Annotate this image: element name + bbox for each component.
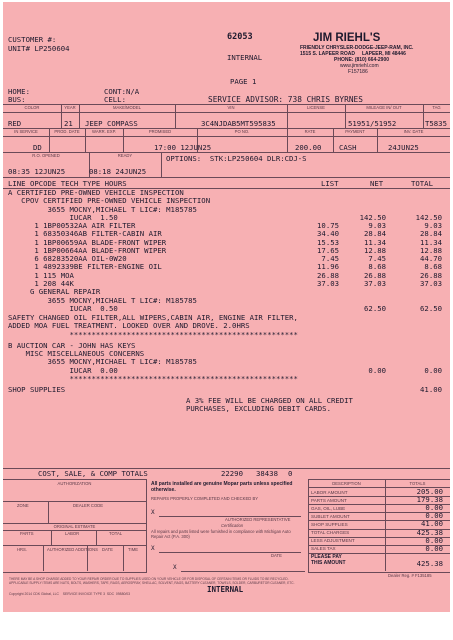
line-item-total: 26.88	[420, 270, 442, 280]
line-item-list: 34.40	[317, 229, 339, 239]
totals-row-label: LABOR AMOUNT	[311, 489, 348, 495]
totals-row-label: LESS ADJUSTMENT	[311, 538, 355, 544]
divider	[175, 104, 176, 128]
vehicle-color: RED	[8, 119, 22, 128]
divider	[333, 128, 334, 152]
divider	[123, 128, 124, 152]
description-label: DESCRIPTION	[332, 481, 361, 486]
color-label: COLOR	[24, 105, 40, 110]
totals-row-value: 41.00	[421, 519, 443, 529]
vehicle-mileage: 51951/51952	[348, 119, 397, 128]
line-item-text: 3655 MOCNY,MICHAEL T LIC#: M185785	[8, 295, 197, 305]
divider	[3, 136, 450, 137]
totals-row-label: SUBLET AMOUNT	[311, 513, 350, 519]
line-item-net: 142.50	[359, 212, 386, 222]
line-item-net: 37.03	[364, 278, 386, 288]
make-model-label: MAKE/MODEL	[113, 105, 141, 110]
line-item-list: 10.75	[317, 221, 339, 231]
line-item-list: 26.88	[317, 270, 339, 280]
dealer-name: JIM RIEHL'S	[313, 32, 381, 44]
line-item-list: 17.65	[317, 245, 339, 255]
totals-row-label: SALES TAX	[311, 546, 336, 552]
in-service-value: DD	[33, 143, 42, 152]
line-item-text: 3655 MOCNY,MICHAEL T LIC#: M185785	[8, 357, 197, 367]
totals-row-value: 179.38	[416, 495, 443, 505]
authorization-label: AUTHORIZATION	[57, 481, 92, 486]
ro-number: 62053	[227, 32, 253, 42]
ready-value: 08:18 24JUN25	[89, 167, 147, 176]
column-header-total: TOTAL	[411, 179, 433, 188]
totals-row-value: 0.00	[425, 543, 443, 553]
authorized-representative-label: AUTHORIZED REPRESENTATIVE	[225, 517, 291, 522]
ready-label: READY	[117, 153, 133, 158]
options-line: OPTIONS: STK:LP250604 DLR:CDJ-S	[166, 154, 307, 163]
line-item-total: 8.68	[424, 262, 442, 272]
divider	[48, 501, 49, 523]
totals-row-label: SHOP SUPPLIES	[311, 521, 348, 527]
divider	[287, 128, 288, 152]
line-item-text: MISC MISCELLANEOUS CONCERNS	[8, 349, 145, 359]
line-item-total: 11.34	[420, 237, 442, 247]
prod-date-label: PROD. DATE	[54, 129, 80, 134]
dealer-code-label: DEALER CODE	[73, 503, 104, 508]
divider	[3, 545, 146, 546]
line-item-net: 8.68	[368, 262, 386, 272]
this-amount-label: THIS AMOUNT	[311, 560, 346, 566]
po-number-label: PO NO.	[234, 129, 250, 134]
divider	[345, 104, 346, 128]
promised-label: PROMISED	[148, 129, 172, 134]
payment-label: PAYMENT	[345, 129, 365, 134]
shop-supplies-total: 41.00	[420, 385, 442, 394]
signature-x-1: X	[151, 509, 155, 516]
line-item-list: 37.03	[317, 278, 339, 288]
line-item-text: IUCAR 1.50	[8, 212, 118, 222]
divider	[49, 128, 50, 152]
vehicle-model: JEEP COMPASS	[85, 119, 138, 128]
promised-value: 17:00 12JUN25	[154, 143, 212, 152]
please-pay-value: 425.38	[416, 559, 443, 568]
divider	[377, 128, 378, 152]
vin-label: VIN	[227, 105, 235, 110]
dealer-address: 1515 S. LAPEER ROAD LAPEER, MI 48446	[300, 51, 406, 57]
line-item-net: 7.45	[368, 254, 386, 264]
line-item-list: 15.53	[317, 237, 339, 247]
divider	[3, 112, 450, 113]
line-item-text: 1 68350346AB FILTER-CABIN AIR	[8, 229, 162, 239]
ro-opened-label: R.O. OPENED	[32, 153, 60, 158]
line-item-text: 1 1BP00659AA BLADE-FRONT WIPER	[8, 237, 167, 247]
divider	[161, 152, 162, 177]
totals-row-label: GAS, OIL, LUBE	[311, 505, 346, 511]
invoice-date-value: 24JUN25	[388, 143, 419, 152]
line-item-text: 3655 MOCNY,MICHAEL T LIC#: M185785	[8, 204, 197, 214]
date-label: DATE	[102, 547, 113, 552]
divider	[61, 104, 62, 128]
line-item-list: 7.45	[321, 254, 339, 264]
original-estimate-label: ORIGINAL ESTIMATE	[53, 524, 96, 529]
hrs-label: HRS.	[17, 547, 28, 552]
line-item-text: 1 4892339BE FILTER-ENGINE OIL	[8, 262, 162, 272]
dealer-website: www.jimriehl.com	[340, 63, 379, 69]
dealer-reg: Dealer Reg. # F135185	[388, 573, 432, 578]
divider	[3, 501, 146, 502]
mileage-label: MILEAGE IN/ OUT	[366, 105, 402, 110]
dealer-code: F157186	[348, 69, 368, 75]
page-number: PAGE 1	[230, 77, 257, 86]
cost-total-2: 38438	[256, 469, 278, 478]
line-item-total: 37.03	[420, 278, 442, 288]
fee-note-line2: PURCHASES, EXCLUDING DEBIT CARDS.	[186, 404, 331, 413]
total-label: TOTAL	[109, 531, 123, 536]
cost-total-3: 0	[288, 469, 293, 478]
warr-exp-label: WARR. EXP.	[92, 129, 116, 134]
zone-label: ZONE	[17, 503, 29, 508]
line-item-total: 9.03	[424, 221, 442, 231]
divider	[123, 545, 124, 571]
customer-number-label: CUSTOMER #:	[8, 35, 57, 44]
shop-supplies-label: SHOP SUPPLIES	[8, 385, 66, 394]
signature-x-2: X	[151, 545, 155, 552]
divider	[85, 128, 86, 152]
bottom-internal: INTERNAL	[207, 585, 244, 594]
labor-label: LABOR	[65, 531, 80, 536]
internal-label: INTERNAL	[227, 53, 263, 62]
dealer-phone: PHONE: (810) 664-2900	[334, 57, 390, 63]
ro-opened-value: 08:35 12JUN25	[8, 167, 66, 176]
invoice-date-label: INV. DATE	[403, 129, 424, 134]
line-item-total: 28.84	[420, 229, 442, 239]
line-item-text: 1 208 44K	[8, 278, 74, 288]
line-item-total: 12.88	[420, 245, 442, 255]
certification-label: Certification	[221, 523, 244, 528]
line-item-total: 62.50	[420, 303, 442, 313]
bus-label: BUS:	[8, 95, 26, 104]
time-label: TIME	[128, 547, 139, 552]
line-item-text: A CERTIFIED PRE-OWNED VEHICLE INSPECTION	[8, 188, 184, 197]
divider	[96, 530, 97, 545]
line-item-text: ****************************************************	[8, 373, 298, 383]
repair-order-form	[3, 2, 450, 612]
line-item-net: 9.03	[368, 221, 386, 231]
contact-value: CONT:N/A	[104, 87, 140, 96]
line-item-text: ****************************************************	[8, 329, 298, 339]
line-item-list: 11.96	[317, 262, 339, 272]
line-item-total: 142.50	[415, 212, 442, 222]
vehicle-tag: T5835	[425, 119, 447, 128]
divider	[79, 104, 80, 128]
copyright: Copyright 2014 CDK Global, LLC SERVICE INVOICE TYPE 3 SDC 09880/03	[9, 592, 131, 596]
divider	[87, 545, 88, 571]
line-item-text: SAFETY CHANGED OIL FILTER,ALL WIPERS,CABIN AIR, ENGINE AIR FILTER,	[8, 313, 298, 323]
signature-x-3: X	[173, 564, 177, 571]
rate-value: 200.00	[295, 143, 322, 152]
authorized-additions-label: AUTHORIZED ADDITIONS	[47, 547, 98, 552]
totals-row-value: 205.00	[416, 487, 443, 496]
certification-text: All repairs and parts listed were furnished in compliance with Michigan Auto Repair Act (P.A. 300)	[151, 529, 291, 539]
divider	[385, 479, 386, 571]
divider	[51, 530, 52, 545]
line-item-text: CPOV CERTIFIED PRE-OWNED VEHICLE INSPECTION	[8, 196, 211, 206]
line-item-text: B AUCTION CAR - JOHN HAS KEYS	[8, 340, 136, 350]
line-item-text: G GENERAL REPAIR	[8, 287, 101, 297]
divider	[3, 177, 450, 178]
divider	[181, 571, 305, 572]
line-item-text: ADDED MOA FUEL TREATMENT. LOOKED OVER AND DROVE. 2.0HRS	[8, 321, 250, 331]
totals-row-label: TOTAL CHARGES	[311, 530, 350, 535]
line-item-net: 12.88	[364, 245, 386, 255]
divider	[287, 104, 288, 128]
line-item-text: 1 115 MOA	[8, 270, 74, 280]
fineprint-line2: APPLICABLE SUPPLY ITEMS ARE NUTS, BOLTS, WASHERS, TAPE, RAGS, AEROSPRAY, SHELLAC, SOLVENT, RAGS, BATTERY CLEANER, TOWELS, SOLDER, CARBURETOR CLEANER, ETC.	[9, 581, 295, 585]
parts-label: PARTS	[20, 531, 34, 536]
line-item-net: 62.50	[364, 303, 386, 313]
totals-row-value: 0.00	[425, 503, 443, 513]
line-item-total: 0.00	[424, 365, 442, 375]
totals-label: TOTALS	[409, 481, 426, 486]
line-item-net: 11.34	[364, 237, 386, 247]
cost-totals-label: COST, SALE, & COMP TOTALS	[38, 469, 148, 478]
totals-row-label: PARTS AMOUNT	[311, 497, 347, 503]
column-header-main: LINE OPCODE TECH TYPE HOURS	[8, 179, 127, 188]
rate-label: RATE	[304, 129, 316, 134]
tag-label: TAG	[432, 105, 441, 110]
vehicle-year: 21	[64, 119, 73, 128]
in-service-label: IN SERVICE	[14, 129, 38, 134]
line-item-text: IUCAR 0.00	[8, 365, 118, 375]
totals-row-value: 0.00	[425, 535, 443, 545]
line-item-net: 28.84	[364, 229, 386, 239]
dealer-line1: FRIENDLY CHRYSLER-DODGE-JEEP-RAM, INC.	[300, 45, 414, 51]
divider	[423, 104, 424, 128]
totals-row-value: 0.00	[425, 511, 443, 521]
unit-number: UNIT# LP250604	[8, 44, 70, 53]
line-item-text: 1 1BP00532AA AIR FILTER	[8, 221, 136, 231]
service-advisor: SERVICE ADVISOR: 738 CHRIS BYRNES	[208, 95, 363, 104]
license-label: LICENSE	[307, 105, 325, 110]
payment-value: CASH	[339, 143, 357, 152]
line-item-net: 26.88	[364, 270, 386, 280]
cost-total-1: 22290	[221, 469, 243, 478]
column-header-net: NET	[370, 179, 384, 188]
repairs-completed-label: REPAIRS PROPERLY COMPLETED AND CHECKED BY	[151, 496, 259, 501]
totals-row-value: 425.38	[416, 527, 443, 537]
line-item-text: IUCAR 0.50	[8, 303, 118, 313]
line-item-text: 1 1BP00664AA BLADE-FRONT WIPER	[8, 245, 167, 255]
fee-note-line1: A 3% FEE WILL BE CHARGED ON ALL CREDIT	[186, 396, 353, 405]
line-item-text: 6 68283520AA OIL-0W20	[8, 254, 127, 264]
please-pay-label: PLEASE PAY	[311, 554, 342, 560]
vehicle-vin: 3C4NJDAB5MT595835	[201, 119, 276, 128]
date-small-label: DATE	[271, 553, 282, 558]
cell-label: CELL:	[104, 95, 126, 104]
year-label: YEAR	[64, 105, 76, 110]
home-label: HOME:	[8, 87, 30, 96]
divider	[43, 545, 44, 571]
line-item-net: 0.00	[368, 365, 386, 375]
fineprint-line1: THERE MAY BE A SHOP CHARGE ADDED TO YOUR REPAIR ORDER DUE TO SUPPLIES USED ON YOUR VEHICLE OR FOR DISPOSAL OF CERTAIN ITEMS OR FLUIDS TO BE RECYCLED.	[9, 577, 289, 581]
mopar-notice: All parts installed are genuine Mopar parts unless specified otherwise.	[151, 481, 293, 493]
line-item-total: 44.70	[420, 254, 442, 264]
column-header-list: LIST	[321, 179, 339, 188]
